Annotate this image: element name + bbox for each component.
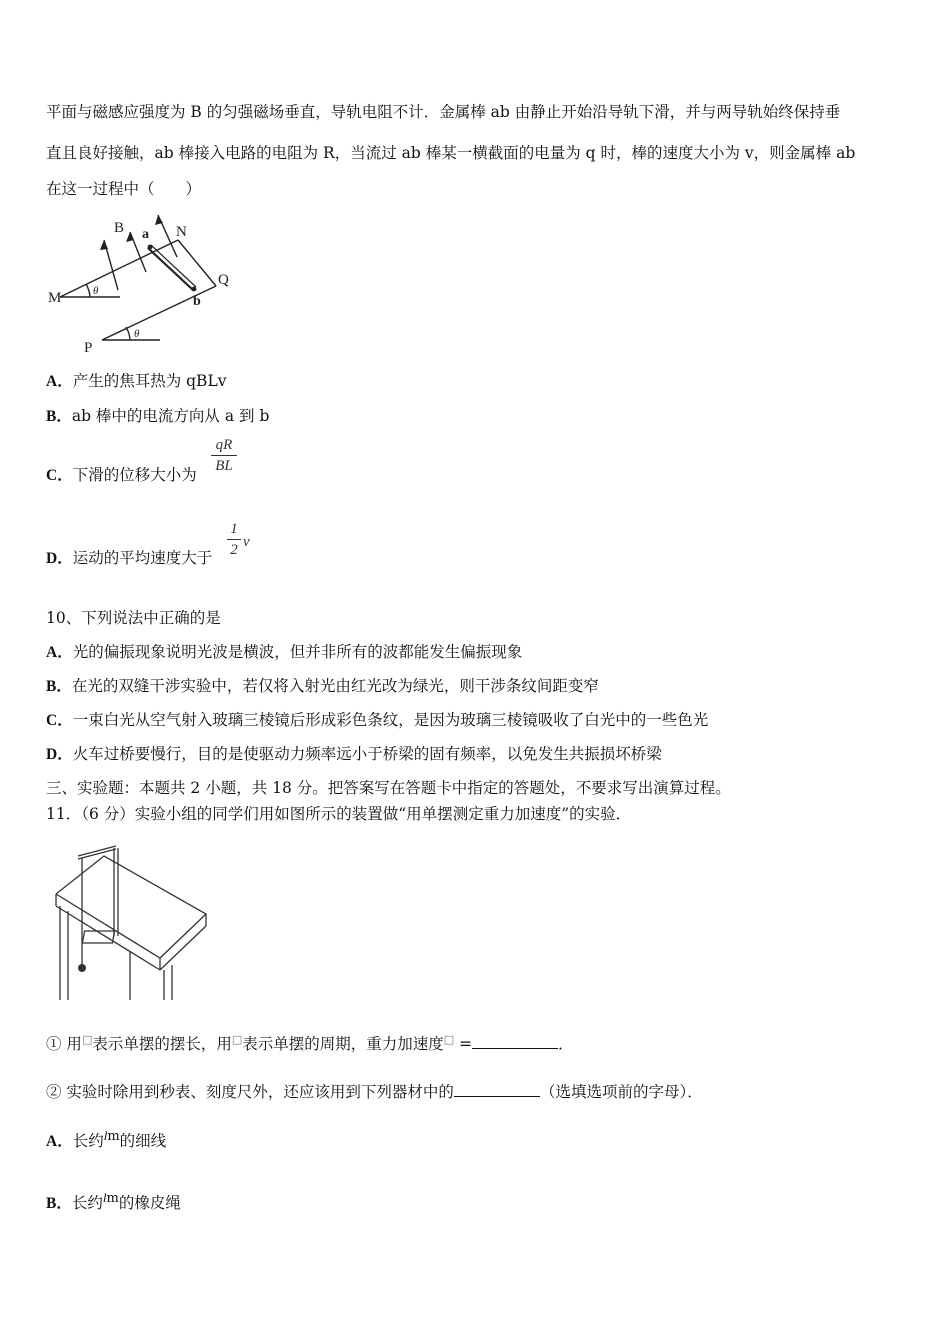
option-letter: A． — [46, 373, 73, 390]
option-letter: D． — [46, 746, 73, 763]
label-b: b — [193, 294, 201, 309]
label-a: a — [142, 227, 149, 242]
fraction-bar — [227, 539, 241, 540]
option-letter: C． — [46, 712, 73, 729]
label-B: B — [114, 220, 125, 236]
option-letter: D． — [46, 550, 73, 567]
fraction-qr-over-bl — [211, 437, 237, 475]
label-theta-2: θ — [134, 328, 140, 340]
q10-option-c[interactable] — [46, 708, 708, 730]
fraction-denominator: BL — [215, 458, 233, 474]
sub1-text-c: 表示单摆的周期，重力加速度 — [242, 1035, 444, 1053]
label-N: N — [176, 224, 187, 240]
option-text-pre: 长约 — [72, 1132, 104, 1151]
intro-line-2: 直且良好接触，ab 棒接入电路的电阻为 R，当流过 ab 棒某一横截面的电量为 q 时，棒的速度大小为 v，则金属棒 ab — [46, 144, 856, 162]
q10-option-d[interactable] — [46, 742, 662, 764]
rail-figure — [40, 210, 250, 360]
fraction-numerator: 1 — [230, 521, 238, 537]
option-text-pre: 长约 — [71, 1194, 103, 1213]
fraction-one-half — [227, 521, 241, 559]
label-theta-1: θ — [93, 285, 99, 297]
label-M: M — [48, 290, 62, 306]
q9-option-c[interactable] — [46, 463, 197, 485]
sub1-text-a: ① 用 — [46, 1035, 82, 1053]
option-letter: B． — [46, 678, 72, 695]
sub2-text-a: ② 实验时除用到秒表、刻度尺外，还应该用到下列器材中的 — [46, 1083, 454, 1101]
pendulum-figure — [42, 832, 212, 1004]
label-P: P — [84, 340, 93, 356]
length-symbol: l — [102, 1190, 107, 1205]
sub1-text-d: = — [454, 1035, 473, 1053]
label-Q: Q — [218, 272, 229, 288]
q11-title: 11．（6 分）实验小组的同学们用如图所示的装置做“用单摆测定重力加速度”的实验． — [46, 805, 632, 823]
missing-glyph-icon: □ — [81, 1032, 93, 1046]
q10-option-b[interactable] — [46, 674, 599, 696]
option-text: ab 棒中的电流方向从 a 到 b — [71, 407, 270, 425]
missing-glyph-icon: □ — [443, 1032, 455, 1046]
option-text: 下滑的位移大小为 — [72, 466, 197, 484]
q10-option-a[interactable] — [46, 640, 522, 662]
intro-line-3: 在这一过程中（ ） — [46, 180, 202, 198]
fraction-bar — [211, 455, 237, 456]
unit-m: m — [107, 1129, 120, 1144]
q11-sub1 — [46, 1032, 574, 1054]
q11-sub2 — [46, 1080, 703, 1102]
intro-line-1: 平面与磁感应强度为 B 的匀强磁场垂直，导轨电阻不计．金属棒 ab 由静止开始沿导轨下滑，并与两导轨始终保持垂 — [46, 103, 841, 121]
option-text: 运动的平均速度大于 — [72, 549, 213, 567]
q10-title: 10、下列说法中正确的是 — [46, 609, 221, 627]
velocity-symbol: v — [243, 534, 250, 550]
option-text: 在光的双缝干涉实验中，若仅将入射光由红光改为绿光，则干涉条纹间距变窄 — [71, 677, 599, 695]
missing-glyph-icon: □ — [231, 1032, 243, 1046]
q9-option-d[interactable] — [46, 546, 212, 568]
option-text-post: 的橡皮绳 — [118, 1194, 181, 1213]
sub1-text-e: ． — [558, 1035, 574, 1053]
sub1-text-b: 表示单摆的摆长，用 — [92, 1035, 232, 1053]
option-text: 光的偏振现象说明光波是横波，但并非所有的波都能发生偏振现象 — [72, 643, 523, 661]
fraction-denominator: 2 — [230, 542, 238, 558]
answer-blank-1[interactable] — [472, 1034, 558, 1049]
option-text: 一束白光从空气射入玻璃三棱镜后形成彩色条纹，是因为玻璃三棱镜吸收了白光中的一些色光 — [72, 711, 709, 729]
q11-option-b[interactable] — [46, 1190, 181, 1213]
q9-option-b[interactable] — [46, 404, 269, 426]
sub2-text-b: （选填选项前的字母）． — [539, 1083, 703, 1101]
option-letter: A． — [46, 1133, 73, 1151]
q11-option-a[interactable] — [46, 1128, 166, 1151]
option-letter: C． — [46, 467, 73, 484]
option-text: 产生的焦耳热为 qBLv — [72, 372, 227, 390]
option-text: 火车过桥要慢行，目的是使驱动力频率远小于桥梁的固有频率，以免发生共振损坏桥梁 — [72, 745, 662, 763]
q9-option-a[interactable] — [46, 369, 227, 391]
option-letter: B． — [46, 408, 72, 425]
option-letter: B． — [46, 1195, 72, 1213]
section-heading: 三、实验题：本题共 2 小题，共 18 分。把答案写在答题卡中指定的答题处，不要求写出演算过程。 — [46, 779, 731, 797]
unit-m: m — [106, 1191, 119, 1206]
answer-blank-2[interactable] — [454, 1082, 540, 1097]
length-symbol: l — [103, 1128, 108, 1143]
fraction-numerator: qR — [215, 437, 233, 453]
option-letter: A． — [46, 644, 73, 661]
option-text-post: 的细线 — [119, 1132, 167, 1151]
